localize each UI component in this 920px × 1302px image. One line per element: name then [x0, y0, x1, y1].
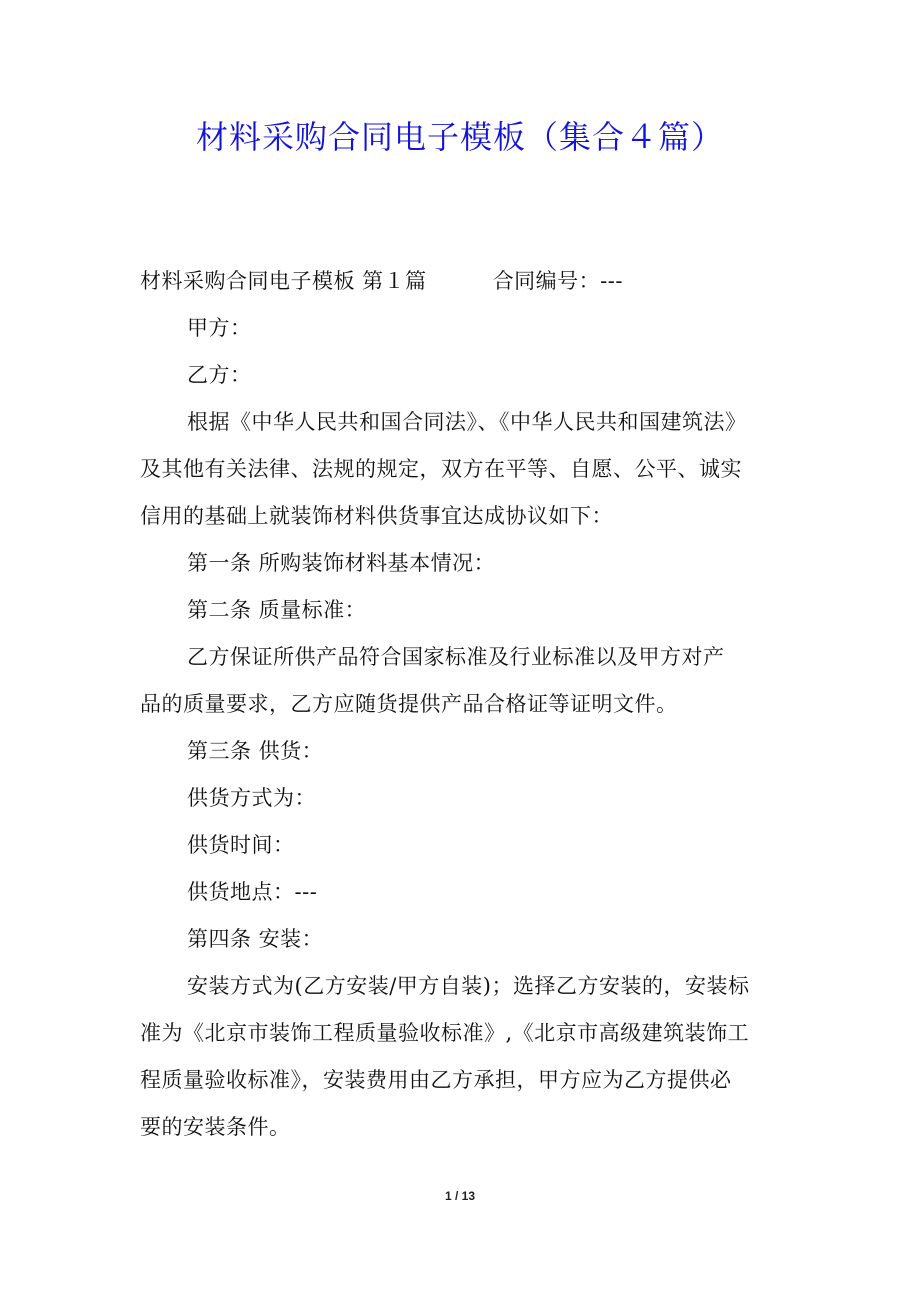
party-a-line: 甲方：	[187, 316, 252, 340]
preamble-line-1: 根据《中华人民共和国合同法》、《中华人民共和国建筑法》	[187, 410, 747, 434]
supply-time-line: 供货时间：	[187, 833, 295, 857]
contract-number: 合同编号：---	[492, 269, 623, 293]
install-line-1: 安装方式为(乙方安装/甲方自装)；选择乙方安装的，安装标	[187, 974, 750, 998]
document-title: 材料采购合同电子模板（集合４篇）	[195, 118, 724, 156]
article-3-heading: 第三条 供货：	[187, 739, 324, 763]
article-1-heading: 第一条 所购装饰材料基本情况：	[187, 551, 496, 575]
install-line-4: 要的安装条件。	[140, 1115, 291, 1139]
install-line-2: 准为《北京市装饰工程质量验收标准》,《北京市高级建筑装饰工	[140, 1021, 750, 1045]
page-indicator: 1 / 13	[444, 1189, 476, 1203]
document-body	[140, 258, 780, 1151]
preamble-line-3: 信用的基础上就装饰材料供货事宜达成协议如下：	[140, 504, 613, 528]
article-2-heading: 第二条 质量标准：	[187, 598, 367, 622]
party-b-line: 乙方：	[187, 363, 252, 387]
quality-line-1: 乙方保证所供产品符合国家标准及行业标准以及甲方对产	[187, 645, 725, 669]
quality-line-2: 品的质量要求，乙方应随货提供产品合格证等证明文件。	[140, 692, 678, 716]
part-label: 材料采购合同电子模板 第１篇	[140, 269, 427, 293]
article-4-heading: 第四条 安装：	[187, 927, 324, 951]
install-line-3: 程质量验收标准》，安装费用由乙方承担，甲方应为乙方提供必	[140, 1068, 732, 1092]
preamble-line-2: 及其他有关法律、法规的规定，双方在平等、自愿、公平、诚实	[140, 457, 742, 481]
supply-location-line: 供货地点：---	[187, 880, 318, 904]
supply-method-line: 供货方式为：	[187, 786, 316, 810]
contract-header	[140, 258, 780, 305]
